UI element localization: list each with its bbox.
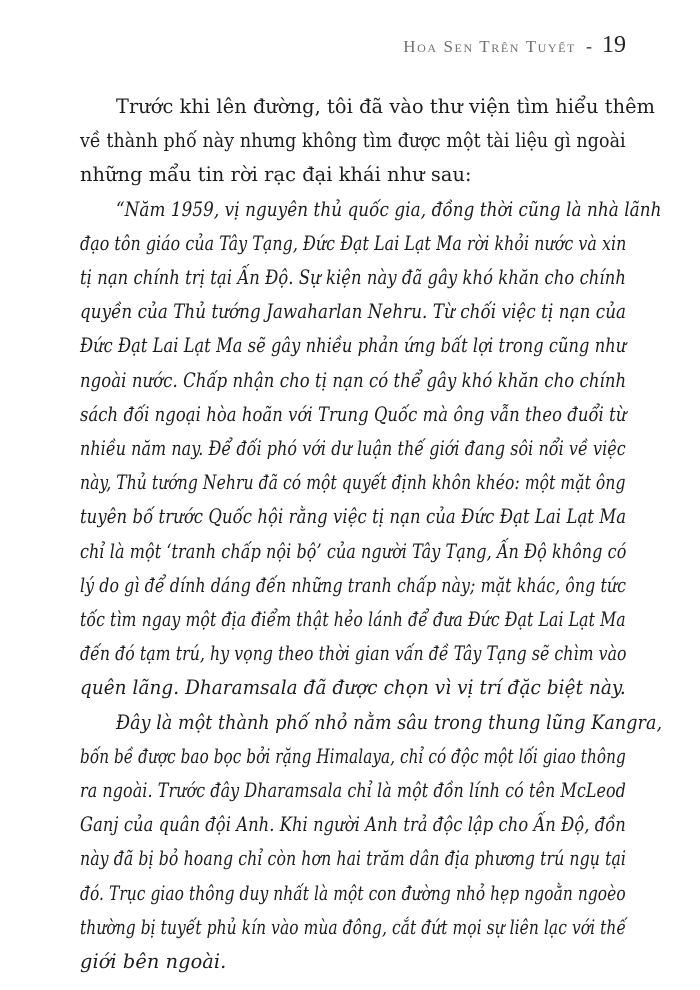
text-line: này đã bị bỏ hoang chỉ còn hơn hai trăm dân địa phương trú ngụ tại bbox=[80, 847, 627, 871]
running-header bbox=[403, 32, 626, 59]
text-line: Đức Đạt Lai Lạt Ma sẽ gây nhiều phản ứng bất lợi trong cũng như bbox=[80, 334, 627, 358]
text-line: đến đó tạm trú, hy vọng theo thời gian vấn đề Tây Tạng sẽ chìm vào bbox=[80, 642, 627, 666]
text-line: ra ngoài. Trước đây Dharamsala chỉ là một đồn lính có tên McLeod bbox=[80, 779, 626, 803]
text-line: này, Thủ tướng Nehru đã có một quyết định khôn khéo: một mặt ông bbox=[80, 471, 626, 495]
text-line: “Năm 1959, vị nguyên thủ quốc gia, đồng thời cũng là nhà lãnh bbox=[116, 197, 662, 221]
text-line: Đây là một thành phố nhỏ nằm sâu trong thung lũng Kangra, bbox=[116, 710, 663, 734]
text-line: nhiều năm nay. Để đối phó với dư luận thế giới đang sôi nổi về việc bbox=[80, 437, 626, 461]
text-line: ngoài nước. Chấp nhận cho tị nạn có thể gây khó khăn cho chính bbox=[80, 368, 627, 392]
text-line: quyền của Thủ tướng Jawaharlan Nehru. Từ chối việc tị nạn của bbox=[80, 300, 627, 324]
body-text bbox=[80, 90, 663, 979]
quote-paragraph-1 bbox=[80, 193, 662, 706]
book-title: Hoa Sen Trên Tuyết bbox=[403, 37, 576, 56]
text-line: thường bị tuyết phủ kín vào mùa đông, cắt đứt mọi sự liên lạc với thế bbox=[80, 915, 627, 939]
text-line: chỉ là một ‘tranh chấp nội bộ’ của người Tây Tạng, Ấn Độ không có bbox=[80, 539, 627, 563]
page-number: 19 bbox=[602, 32, 626, 58]
text-line: lý do gì để dính dáng đến những tranh chấp này; mặt khác, ông tức bbox=[80, 573, 627, 597]
text-line: sách đối ngoại hòa hoãn với Trung Quốc mà ông vẫn theo đuổi từ bbox=[80, 402, 627, 426]
text-line: giới bên ngoài. bbox=[80, 950, 227, 974]
text-line: tuyên bố trước Quốc hội rằng việc tị nạn của Đức Đạt Lai Lạt Ma bbox=[80, 505, 627, 529]
text-line: đạo tôn giáo của Tây Tạng, Đức Đạt Lai Lạt Ma rời khỏi nước và xin bbox=[80, 231, 627, 255]
text-line: Trước khi lên đường, tôi đã vào thư viện tìm hiểu thêm bbox=[116, 95, 655, 118]
text-line: tốc tìm ngay một địa điểm thật hẻo lánh để đưa Đức Đạt Lai Lạt Ma bbox=[80, 608, 626, 632]
text-line: bốn bề được bao bọc bởi rặng Himalaya, chỉ có độc một lối giao thông bbox=[80, 744, 626, 768]
quote-paragraph-2 bbox=[80, 706, 663, 980]
text-line: những mẩu tin rời rạc đại khái như sau: bbox=[80, 163, 472, 187]
text-line: tị nạn chính trị tại Ấn Độ. Sự kiện này đã gây khó khăn cho chính bbox=[80, 266, 626, 290]
text-line: đó. Trục giao thông duy nhất là một con đường nhỏ hẹp ngoằn ngoèo bbox=[80, 881, 626, 905]
intro-paragraph bbox=[80, 90, 655, 193]
text-line: quên lãng. Dharamsala đã được chọn vì vị trí đặc biệt này. bbox=[80, 676, 626, 700]
header-separator: - bbox=[586, 36, 592, 56]
text-line: Ganj của quân đội Anh. Khi người Anh trả độc lập cho Ấn Độ, đồn bbox=[80, 813, 626, 837]
text-line: về thành phố này nhưng không tìm được một tài liệu gì ngoài bbox=[80, 129, 626, 153]
